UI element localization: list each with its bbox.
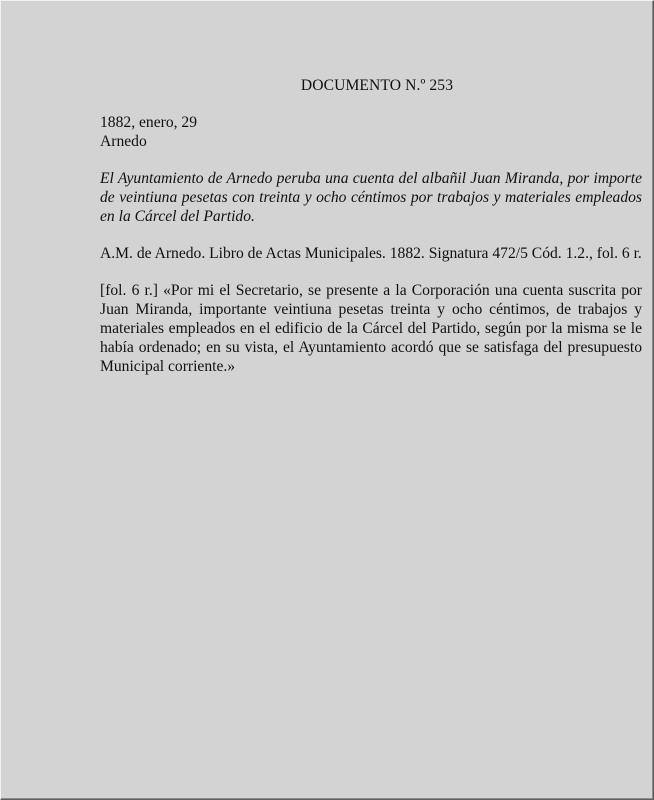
document-body [100, 76, 642, 376]
document-date: 1882, enero, 29 [100, 114, 198, 131]
archive-reference: A.M. de Arnedo. Libro de Actas Municipales. 1882. Signatura 472/5 Cód. 1.2., fol. 6 r. [100, 245, 642, 262]
document-transcription: [fol. 6 r.] «Por mi el Secretario, se presente a la Corporación una cuenta suscrita por Juan Miranda, importante veintiuna pesetas treinta y ocho céntimos, de trabajos y materiales empleados en el edificio de la Cárcel del Partido, según por la misma se le había ordenado; en su vista, el Ayuntamiento acordó que se satisfaga del presupuesto Municipal corriente.» [100, 282, 642, 375]
document-summary: El Ayuntamiento de Arnedo peruba una cuenta del albañil Juan Miranda, por importe de veintiuna pesetas con treinta y ocho céntimos por trabajos y materiales empleados en la Cárcel del Partido. [100, 170, 642, 225]
document-place: Arnedo [100, 133, 147, 150]
document-title: DOCUMENTO N.º 253 [300, 77, 454, 94]
